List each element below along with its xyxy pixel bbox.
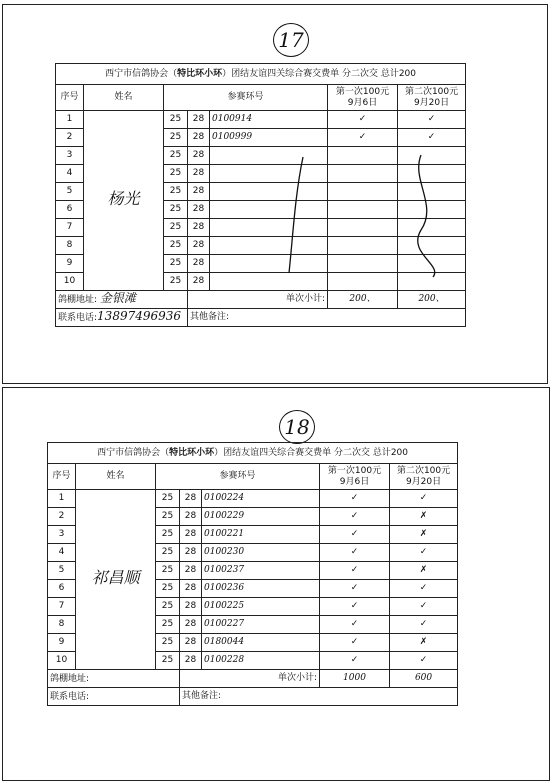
ring-number: 0100914: [210, 111, 328, 129]
first-payment-mark: ✓: [320, 526, 390, 544]
row-seq: 6: [56, 201, 84, 219]
phone-row: 联系电话:13897496936: [56, 309, 188, 327]
form-number-circle: 18: [279, 410, 315, 444]
second-payment-mark: ✓: [390, 616, 458, 634]
second-payment-mark: ✓: [398, 111, 466, 129]
ring-prefix-b: 28: [188, 255, 210, 273]
first-payment-mark: ✓: [320, 544, 390, 562]
row-seq: 7: [56, 219, 84, 237]
header-second-payment: 第二次100元 9月20日: [390, 464, 458, 490]
ring-prefix-a: 25: [164, 111, 188, 129]
ring-prefix-b: 28: [180, 598, 202, 616]
notes-label: 其他备注:: [188, 309, 466, 327]
first-payment-mark: [328, 147, 398, 165]
first-payment-mark: [328, 273, 398, 291]
form-sheet-17: [2, 4, 548, 384]
header-seq: 序号: [56, 85, 84, 111]
row-seq: 4: [56, 165, 84, 183]
ring-prefix-a: 25: [164, 219, 188, 237]
second-payment-mark: ✓: [390, 580, 458, 598]
first-payment-mark: ✓: [320, 580, 390, 598]
second-payment-mark: [398, 165, 466, 183]
ring-prefix-a: 25: [156, 544, 180, 562]
loft-address-row: 鸽棚地址:: [48, 670, 180, 688]
row-seq: 3: [56, 147, 84, 165]
row-seq: 9: [56, 255, 84, 273]
loft-address-row: 鸽棚地址: 金银滩: [56, 291, 188, 309]
header-ring: 参赛环号: [164, 85, 328, 111]
first-payment-mark: ✓: [320, 562, 390, 580]
header-ring: 参赛环号: [156, 464, 320, 490]
ring-number: [210, 201, 328, 219]
ring-prefix-a: 25: [156, 508, 180, 526]
ring-prefix-a: 25: [156, 598, 180, 616]
ring-number: 0100230: [202, 544, 320, 562]
fee-form-table: [55, 63, 466, 327]
row-seq: 10: [56, 273, 84, 291]
header-second-payment: 第二次100元 9月20日: [398, 85, 466, 111]
phone-value: 13897496936: [97, 309, 182, 323]
row-seq: 7: [48, 598, 76, 616]
first-payment-mark: [328, 255, 398, 273]
ring-prefix-a: 25: [164, 165, 188, 183]
first-payment-mark: [328, 201, 398, 219]
row-seq: 4: [48, 544, 76, 562]
ring-prefix-a: 25: [164, 237, 188, 255]
row-seq: 6: [48, 580, 76, 598]
ring-prefix-b: 28: [180, 526, 202, 544]
first-payment-mark: ✓: [320, 508, 390, 526]
ring-number: 0100225: [202, 598, 320, 616]
second-payment-mark: ✗: [390, 526, 458, 544]
row-seq: 9: [48, 634, 76, 652]
second-payment-mark: [398, 183, 466, 201]
second-payment-mark: ✓: [390, 544, 458, 562]
row-seq: 2: [56, 129, 84, 147]
ring-number: 0100236: [202, 580, 320, 598]
header-first-payment: 第一次100元 9月6日: [328, 85, 398, 111]
ring-number: 0100237: [202, 562, 320, 580]
ring-number: 0100229: [202, 508, 320, 526]
second-payment-mark: ✓: [390, 490, 458, 508]
ring-number: 0100221: [202, 526, 320, 544]
ring-prefix-a: 25: [156, 562, 180, 580]
second-payment-mark: ✗: [390, 562, 458, 580]
phone-row: 联系电话:: [48, 688, 180, 706]
ring-prefix-b: 28: [188, 147, 210, 165]
row-seq: 10: [48, 652, 76, 670]
first-payment-mark: [328, 219, 398, 237]
row-seq: 1: [56, 111, 84, 129]
ring-prefix-a: 25: [156, 580, 180, 598]
second-payment-mark: [398, 255, 466, 273]
ring-number: 0180044: [202, 634, 320, 652]
name-value: 祁昌顺: [91, 568, 140, 587]
ring-prefix-b: 28: [188, 111, 210, 129]
form-sheet-18: [2, 387, 550, 781]
ring-number: 0100224: [202, 490, 320, 508]
ring-prefix-b: 28: [188, 183, 210, 201]
second-payment-mark: [398, 201, 466, 219]
ring-number: 0100999: [210, 129, 328, 147]
first-payment-mark: [328, 183, 398, 201]
ring-prefix-b: 28: [188, 219, 210, 237]
ring-prefix-a: 25: [164, 183, 188, 201]
row-seq: 5: [56, 183, 84, 201]
first-payment-mark: ✓: [320, 616, 390, 634]
subtotal-first: 200、: [328, 291, 398, 309]
ring-prefix-a: 25: [156, 526, 180, 544]
second-payment-mark: [398, 237, 466, 255]
first-payment-mark: ✓: [320, 652, 390, 670]
header-name: 姓名: [76, 464, 156, 490]
ring-prefix-b: 28: [188, 165, 210, 183]
loft-address-value: 金银滩: [99, 291, 136, 305]
ring-number: [210, 147, 328, 165]
header-name: 姓名: [84, 85, 164, 111]
first-payment-mark: ✓: [320, 490, 390, 508]
header-seq: 序号: [48, 464, 76, 490]
ring-number: [210, 219, 328, 237]
subtotal-second: 600: [390, 670, 458, 688]
first-payment-mark: [328, 165, 398, 183]
subtotal-label: 单次小计:: [188, 291, 328, 309]
first-payment-mark: ✓: [328, 129, 398, 147]
ring-prefix-a: 25: [156, 616, 180, 634]
row-seq: 1: [48, 490, 76, 508]
second-payment-mark: [398, 273, 466, 291]
row-seq: 5: [48, 562, 76, 580]
subtotal-second: 200、: [398, 291, 466, 309]
second-payment-mark: [398, 147, 466, 165]
ring-prefix-b: 28: [180, 616, 202, 634]
notes-label: 其他备注:: [180, 688, 458, 706]
first-payment-mark: ✓: [328, 111, 398, 129]
header-first-payment: 第一次100元 9月6日: [320, 464, 390, 490]
form-title: 西宁市信鸽协会（特比环小环）团结友谊四关综合赛交费单 分二次交 总计200: [56, 64, 466, 85]
ring-prefix-b: 28: [188, 273, 210, 291]
ring-prefix-a: 25: [164, 147, 188, 165]
table-row: [56, 111, 466, 129]
ring-prefix-a: 25: [164, 273, 188, 291]
form-number-circle: 17: [273, 23, 309, 57]
ring-prefix-b: 28: [180, 544, 202, 562]
name-cell: [84, 111, 164, 291]
ring-prefix-b: 28: [188, 129, 210, 147]
ring-number: [210, 237, 328, 255]
ring-number: [210, 273, 328, 291]
ring-prefix-b: 28: [180, 508, 202, 526]
ring-prefix-a: 25: [164, 129, 188, 147]
second-payment-mark: ✗: [390, 508, 458, 526]
ring-number: [210, 183, 328, 201]
second-payment-mark: ✓: [398, 129, 466, 147]
row-seq: 8: [56, 237, 84, 255]
ring-number: 0100227: [202, 616, 320, 634]
subtotal-first: 1000: [320, 670, 390, 688]
ring-prefix-a: 25: [156, 652, 180, 670]
ring-prefix-b: 28: [180, 562, 202, 580]
form-title: 西宁市信鸽协会（特比环小环）团结友谊四关综合赛交费单 分二次交 总计200: [48, 443, 458, 464]
subtotal-label: 单次小计:: [180, 670, 320, 688]
second-payment-mark: [398, 219, 466, 237]
second-payment-mark: ✓: [390, 598, 458, 616]
name-cell: [76, 490, 156, 670]
row-seq: 2: [48, 508, 76, 526]
ring-number: [210, 255, 328, 273]
fee-form-table: [47, 442, 458, 706]
first-payment-mark: ✓: [320, 598, 390, 616]
name-value: 杨光: [107, 189, 140, 208]
second-payment-mark: ✗: [390, 634, 458, 652]
row-seq: 3: [48, 526, 76, 544]
table-row: [48, 490, 458, 508]
ring-prefix-a: 25: [156, 490, 180, 508]
first-payment-mark: ✓: [320, 634, 390, 652]
ring-prefix-b: 28: [180, 580, 202, 598]
first-payment-mark: [328, 237, 398, 255]
ring-number: [210, 165, 328, 183]
ring-prefix-b: 28: [180, 634, 202, 652]
ring-prefix-a: 25: [156, 634, 180, 652]
second-payment-mark: ✓: [390, 652, 458, 670]
ring-prefix-a: 25: [164, 255, 188, 273]
row-seq: 8: [48, 616, 76, 634]
ring-prefix-b: 28: [188, 237, 210, 255]
ring-prefix-b: 28: [180, 490, 202, 508]
ring-prefix-a: 25: [164, 201, 188, 219]
ring-prefix-b: 28: [188, 201, 210, 219]
ring-number: 0100228: [202, 652, 320, 670]
ring-prefix-b: 28: [180, 652, 202, 670]
